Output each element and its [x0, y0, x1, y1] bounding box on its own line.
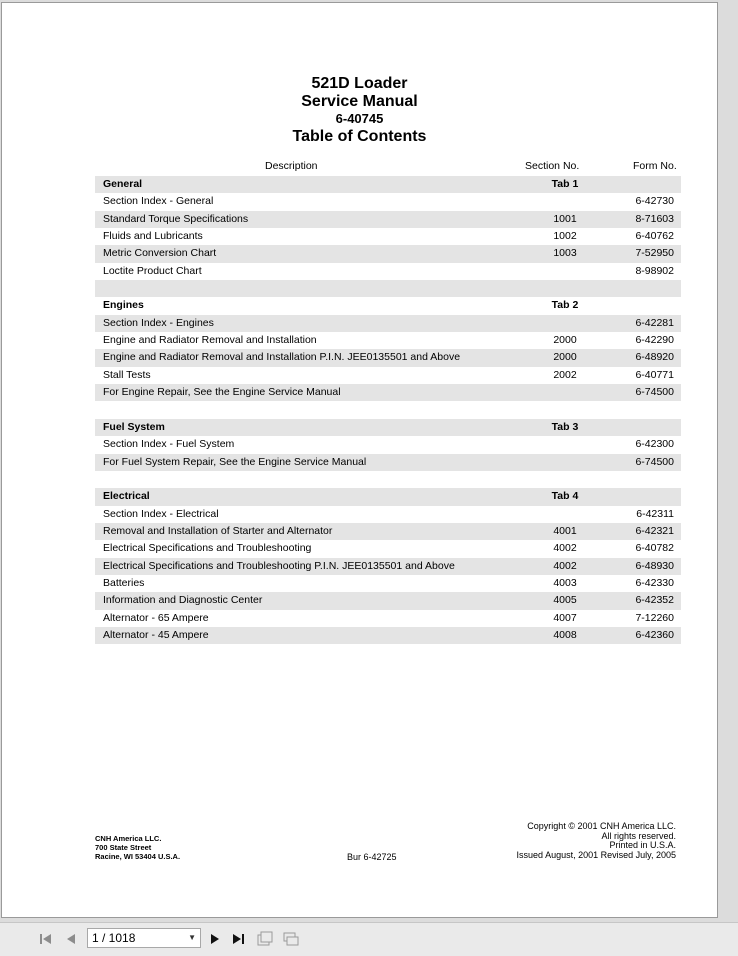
- toc-description: Loctite Product Chart: [103, 264, 202, 277]
- toc-form-number: 6-48930: [635, 559, 674, 572]
- toc-description: For Engine Repair, See the Engine Service Manual: [103, 386, 341, 399]
- column-header-section: Section No.: [525, 160, 580, 172]
- chevron-down-icon[interactable]: ▼: [188, 933, 196, 942]
- toc-description: For Fuel System Repair, See the Engine Service Manual: [103, 455, 367, 468]
- toc-row: [95, 332, 681, 349]
- toc-form-number: 6-40771: [635, 368, 674, 381]
- toc-section-number: Tab 2: [551, 299, 579, 312]
- toc-row: [95, 193, 681, 210]
- document-title: 521D Loader: [311, 75, 408, 92]
- toc-description: Standard Torque Specifications: [103, 212, 249, 225]
- toc-description: Metric Conversion Chart: [103, 247, 217, 260]
- toc-form-number: 6-40782: [635, 542, 674, 555]
- toc-section-number: 2000: [553, 351, 577, 364]
- publisher-address: [95, 834, 180, 861]
- copyright-block: [517, 822, 676, 860]
- toc-description: Section Index - Engines: [103, 316, 214, 329]
- toc-form-number: 6-42730: [635, 195, 674, 208]
- next-page-icon[interactable]: [206, 931, 224, 947]
- toc-form-number: 6-42352: [635, 594, 674, 607]
- title-block: [2, 75, 717, 146]
- toc-section-number: 1002: [553, 230, 577, 243]
- toc-form-number: 6-42330: [635, 576, 674, 589]
- toc-row: [95, 211, 681, 228]
- toc-row: [95, 523, 681, 540]
- single-page-view-icon[interactable]: [256, 931, 274, 947]
- toc-description: Section Index - General: [103, 195, 214, 208]
- toc-row: [95, 558, 681, 575]
- page-number-input[interactable]: [87, 928, 201, 948]
- toc-description: Stall Tests: [103, 368, 151, 381]
- toc-description: Alternator - 45 Ampere: [103, 628, 209, 641]
- issued-line: Issued August, 2001 Revised July, 2005: [516, 849, 676, 860]
- toc-section-number: Tab 3: [551, 420, 579, 433]
- toc-row: [95, 367, 681, 384]
- document-form-number: 6-40745: [335, 111, 384, 126]
- toc-description: Removal and Installation of Starter and Alternator: [103, 524, 333, 537]
- toc-section-row: [95, 419, 681, 436]
- toc-row: [95, 263, 681, 280]
- toc-spacer-row: [95, 471, 681, 488]
- toc-form-number: 6-42300: [635, 438, 674, 451]
- toc-form-number: 6-48920: [635, 351, 674, 364]
- toc-section-number: 4003: [553, 576, 577, 589]
- toc-description: Electrical Specifications and Troubleshooting P.I.N. JEE0135501 and Above: [103, 559, 455, 572]
- toc-section-number: 4001: [553, 524, 577, 537]
- toc-row: [95, 228, 681, 245]
- toc-spacer-row: [95, 401, 681, 418]
- toc-description: Engine and Radiator Removal and Installation: [103, 334, 317, 347]
- toc-row: [95, 575, 681, 592]
- continuous-view-icon[interactable]: [282, 931, 300, 947]
- toc-section-number: 4008: [553, 628, 577, 641]
- toc-description: Section Index - Electrical: [103, 507, 219, 520]
- toc-description: Engines: [103, 299, 144, 312]
- publisher-street: 700 State Street: [95, 843, 152, 852]
- toc-row: [95, 592, 681, 609]
- toc-form-number: 6-42311: [636, 507, 674, 520]
- first-page-icon[interactable]: [38, 931, 56, 947]
- copyright-line: Copyright © 2001 CNH America LLC.: [527, 821, 676, 831]
- toc-form-number: 6-42290: [635, 334, 674, 347]
- toc-section-number: Tab 4: [551, 490, 579, 503]
- toc-section-row: [95, 297, 681, 314]
- toc-form-number: 6-40762: [635, 230, 674, 243]
- toc-form-number: 8-98902: [635, 264, 674, 277]
- toc-row: [95, 315, 681, 332]
- toc-row: [95, 454, 681, 471]
- toc-section-number: Tab 1: [551, 178, 579, 190]
- toc-header-row: [95, 159, 681, 176]
- toc-row: [95, 384, 681, 401]
- toc-form-number: 6-42360: [635, 628, 674, 641]
- toc-description: Engine and Radiator Removal and Installation P.I.N. JEE0135501 and Above: [103, 351, 461, 364]
- toc-heading: Table of Contents: [292, 128, 427, 145]
- toc-row: [95, 436, 681, 453]
- document-page: [1, 2, 718, 918]
- page-indicator: 1 / 1018: [92, 931, 136, 945]
- toc-row: [95, 540, 681, 557]
- toc-row: [95, 349, 681, 366]
- column-header-form: Form No.: [633, 160, 677, 172]
- toc-rows: [95, 176, 681, 644]
- bur-number: Bur 6-42725: [347, 852, 397, 862]
- toc-section-number: 4007: [553, 611, 577, 624]
- toc-form-number: 6-74500: [635, 455, 674, 468]
- toc-description: Fluids and Lubricants: [103, 230, 203, 243]
- toc-spacer-row: [95, 280, 681, 297]
- toc-section-number: 4005: [553, 594, 577, 607]
- toc-section-row: [95, 176, 681, 193]
- last-page-icon[interactable]: [230, 931, 248, 947]
- toc-form-number: 6-74500: [635, 386, 674, 399]
- toc-form-number: 8-71603: [635, 212, 674, 225]
- toc-row: [95, 506, 681, 523]
- rights-line: All rights reserved.: [601, 830, 676, 841]
- toc-section-number: 4002: [553, 559, 577, 572]
- viewer-toolbar: [0, 922, 738, 956]
- toc-section-row: [95, 488, 681, 505]
- toc-form-number: 7-52950: [635, 247, 674, 260]
- toc-description: Electrical: [103, 490, 150, 503]
- toc-section-number: 2002: [553, 368, 577, 381]
- printed-line: Printed in U.S.A.: [609, 840, 676, 851]
- toc-description: Section Index - Fuel System: [103, 438, 235, 451]
- toc-description: Batteries: [103, 576, 145, 589]
- column-header-description: Description: [265, 160, 318, 172]
- toc-description: General: [103, 178, 143, 190]
- previous-page-icon[interactable]: [62, 931, 80, 947]
- toc-form-number: 6-42281: [635, 316, 674, 329]
- toc-form-number: 6-42321: [635, 524, 674, 537]
- toc-row: [95, 627, 681, 644]
- toc-section-number: 1001: [553, 212, 577, 225]
- toc-table: [95, 159, 681, 644]
- toc-section-number: 2000: [553, 334, 577, 347]
- toc-description: Fuel System: [103, 420, 165, 433]
- publisher-company: CNH America LLC.: [95, 834, 162, 843]
- toc-description: Electrical Specifications and Troubleshooting: [103, 542, 312, 555]
- document-subtitle: Service Manual: [301, 93, 418, 110]
- toc-row: [95, 245, 681, 262]
- toc-section-number: 4002: [553, 542, 577, 555]
- publisher-city: Racine, WI 53404 U.S.A.: [95, 852, 181, 861]
- toc-row: [95, 610, 681, 627]
- toc-section-number: 1003: [553, 247, 577, 260]
- toc-description: Information and Diagnostic Center: [103, 594, 263, 607]
- toc-form-number: 7-12260: [635, 611, 674, 624]
- toc-description: Alternator - 65 Ampere: [103, 611, 209, 624]
